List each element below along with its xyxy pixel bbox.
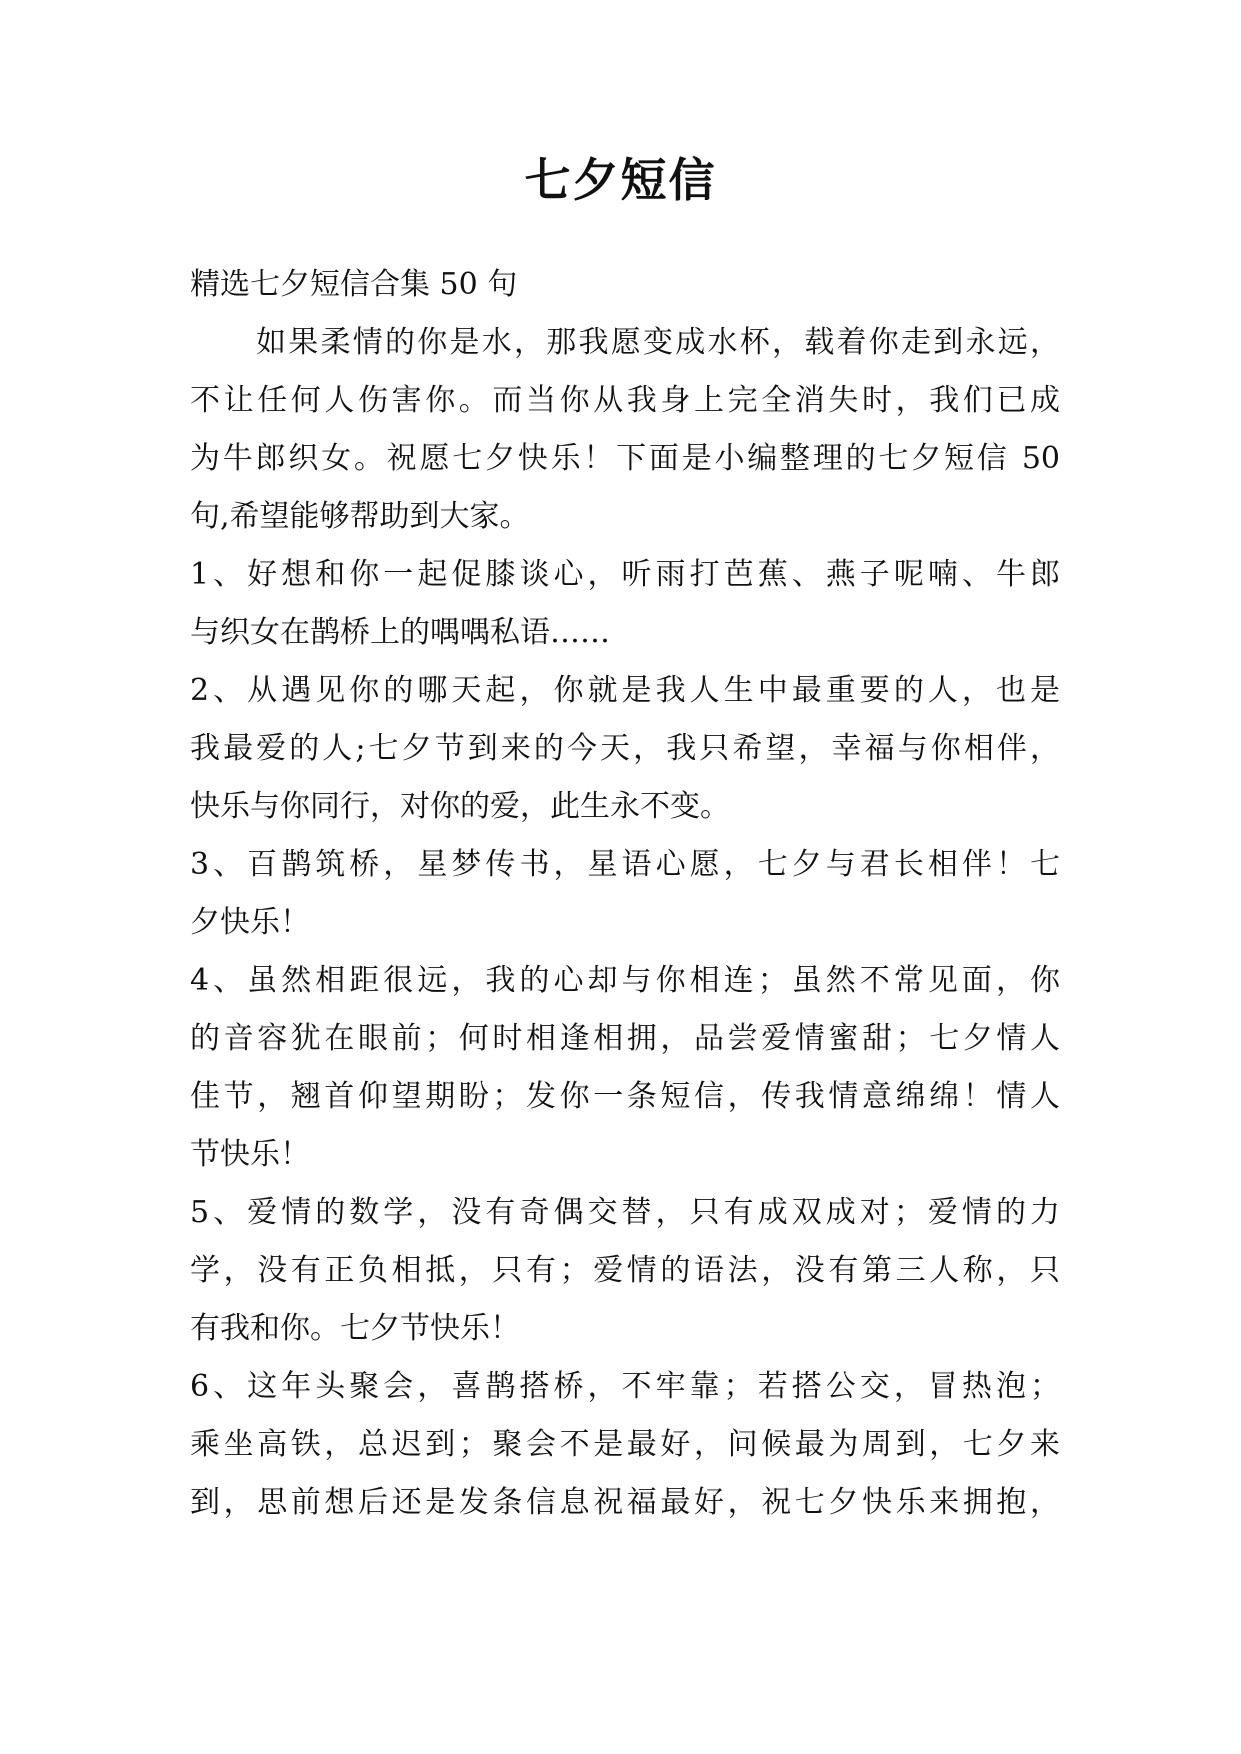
message-6-line-1: 6、这年头聚会，喜鹊搭桥，不牢靠；若搭公交，冒热泡；	[190, 1369, 1060, 1404]
intro-line-1: 如果柔情的你是水，那我愿变成水杯，载着你走到永远，	[256, 325, 1060, 360]
message-5-line-1: 5、爱情的数学，没有奇偶交替，只有成双成对；爱情的力	[190, 1195, 1060, 1230]
message-1-line-1: 1、好想和你一起促膝谈心，听雨打芭蕉、燕子呢喃、牛郎	[190, 557, 1060, 592]
intro-line-4: 句,希望能够帮助到大家。	[190, 499, 530, 534]
message-6-line-3: 到，思前想后还是发条信息祝福最好，祝七夕快乐来拥抱，	[190, 1485, 1060, 1520]
message-4-line-1: 4、虽然相距很远，我的心却与你相连；虽然不常见面，你	[190, 963, 1060, 998]
message-5-line-2: 学，没有正负相抵，只有；爱情的语法，没有第三人称，只	[190, 1253, 1060, 1288]
message-4-line-4: 节快乐！	[190, 1137, 310, 1172]
message-5-line-3: 有我和你。七夕节快乐！	[190, 1311, 520, 1346]
page-title: 七夕短信	[524, 153, 717, 207]
intro-line-2: 不让任何人伤害你。而当你从我身上完全消失时，我们已成	[190, 383, 1060, 418]
message-6-line-2: 乘坐高铁，总迟到；聚会不是最好，问候最为周到，七夕来	[190, 1427, 1060, 1462]
intro-line-3: 为牛郎织女。祝愿七夕快乐！下面是小编整理的七夕短信 50	[190, 441, 1060, 476]
message-2-line-2: 我最爱的人;七夕节到来的今天，我只希望，幸福与你相伴，	[190, 731, 1060, 766]
message-2-line-1: 2、从遇见你的哪天起，你就是我人生中最重要的人，也是	[190, 673, 1060, 708]
message-4-line-3: 佳节，翘首仰望期盼；发你一条短信，传我情意绵绵！情人	[190, 1079, 1060, 1114]
message-3-line-1: 3、百鹊筑桥，星梦传书，星语心愿，七夕与君长相伴！七	[190, 847, 1060, 882]
message-4-line-2: 的音容犹在眼前；何时相逢相拥，品尝爱情蜜甜；七夕情人	[190, 1021, 1060, 1056]
message-2-line-3: 快乐与你同行，对你的爱，此生永不变。	[190, 789, 730, 824]
document-subtitle: 精选七夕短信合集 50 句	[190, 267, 518, 302]
message-1-line-2: 与织女在鹊桥上的喁喁私语……	[190, 615, 610, 650]
message-3-line-2: 夕快乐！	[190, 905, 310, 940]
